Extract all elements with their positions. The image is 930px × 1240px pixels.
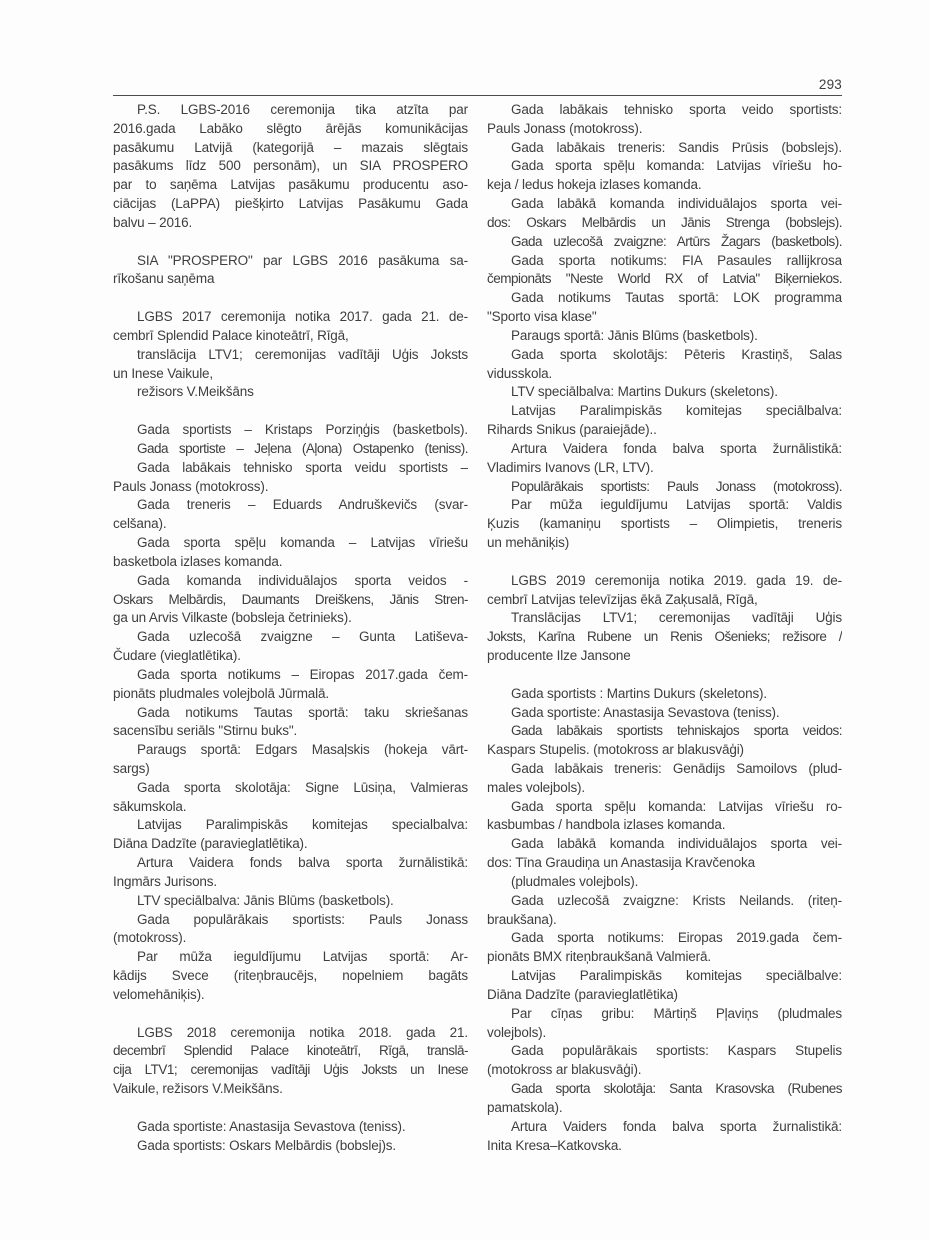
text-line: Pauls Jonass (motokross). [487, 120, 643, 136]
text-line: Gada labākais tehnisko sporta veidu sportists – [137, 459, 468, 475]
text-line: dos: Tīna Graudiņa un Anastasija Kravčenoka [487, 855, 755, 871]
text-line: (motokross). [113, 930, 187, 946]
text-line: "Sporto visa klase" [487, 309, 597, 325]
text-line: Vaikule, režisors V.Meikšāns. [113, 1081, 283, 1097]
text-line: Gada labākais treneris: Sandis Prūsis (bobslejs). [511, 139, 842, 155]
text-line: P.S. LGBS-2016 ceremonija tika atzīta par [137, 102, 468, 117]
text-line: Gada sporta spēļu komanda: Latvijas vīriešu ro- [511, 798, 842, 814]
text-line: Gada sporta spēļu komanda – Latvijas vīriešu [137, 535, 468, 551]
text-line: un mehāniķis) [487, 535, 570, 551]
text-line: Gada labākais treneris: Genādijs Samoilovs (plud- [511, 760, 842, 776]
text-line: Ķuzis (kamaniņu sportists – Olimpietis, treneris [487, 516, 842, 532]
blank-line [113, 402, 468, 421]
text-line: un Inese Vaikule, [113, 365, 214, 381]
text-line: Par cīņas gribu: Mārtiņš Pļaviņs (pludmales [511, 1005, 842, 1021]
text-line: pionāts pludmales volejbolā Jūrmalā. [113, 685, 329, 701]
text-line: Gada treneris – Eduards Andruškevičs (svar- [137, 497, 468, 513]
text-columns [113, 101, 842, 1155]
text-line: Gada labākais sportists tehniskajos sporta veidos: [511, 723, 842, 739]
text-line: Gada labākā komanda individuālajos sporta vei- [511, 196, 842, 212]
text-line: dos: Oskars Melbārdis un Jānis Strenga (bobslejs). [487, 214, 842, 230]
text-line: Gada sporta notikums: Eiropas 2019.gada čem- [511, 930, 842, 946]
text-line: Diāna Dadzīte (paravieglatlētika) [487, 986, 678, 1002]
text-line: velomehāniķis). [113, 986, 205, 1002]
text-line: Gada uzlecošā zvaigzne: Krists Neilands. (riteņ- [511, 892, 842, 908]
text-line: pasākumu Latvijā (kategorijā – mazais slēgtais [113, 139, 468, 155]
text-line: Čudare (vieglatlētika). [113, 648, 241, 664]
text-line: Pauls Jonass (motokross). [113, 478, 269, 494]
blank-line [113, 233, 468, 252]
text-line: Gada sporta notikums: FIA Pasaules rallijkrosa [511, 252, 842, 268]
blank-line [113, 1005, 468, 1024]
text-line: Gada sporta skolotājs: Pēteris Krastiņš, Salas [511, 346, 842, 362]
text-line: rīkošanu saņēma [113, 271, 215, 287]
text-line: producente Ilze Jansone [487, 648, 631, 664]
text-line: Diāna Dadzīte (paravieglatlētika). [113, 836, 308, 852]
text-line: Gada sporta notikums – Eiropas 2017.gada čem- [137, 666, 468, 682]
text-line: LTV speciālbalva: Jānis Blūms (basketbols). [137, 892, 394, 908]
text-line: LGBS 2019 ceremonija notika 2019. gada 19. de- [511, 572, 842, 588]
text-line: balvu – 2016. [113, 214, 193, 230]
text-line: Kaspars Stupelis. (motokross ar blakusvāģi) [487, 742, 744, 758]
text-line: režisors V.Meikšāns [137, 384, 254, 400]
text-line: Inita Kresa–Katkovska. [487, 1137, 622, 1153]
text-line: cembrī Latvijas televīzijas ēkā Zaķusalā, Rīgā, [487, 591, 758, 607]
text-line: Oskars Melbārdis, Daumants Dreiškens, Jānis Stren- [113, 591, 468, 607]
text-line: Latvijas Paralimpiskās komitejas speciālbalva: [511, 403, 842, 419]
blank-line [487, 553, 842, 572]
text-line: decembrī Splendid Palace kinoteātrī, Rīgā, translā- [113, 1043, 468, 1059]
text-line: Ingmārs Jurisons. [113, 873, 217, 889]
text-line: Rihards Snikus (paraiejāde).. [487, 422, 657, 438]
text-line: Gada populārākais sportists: Kaspars Stupelis [511, 1043, 842, 1059]
text-line: Gada sportiste: Anastasija Sevastova (teniss). [137, 1118, 406, 1134]
page-number: 293 [818, 77, 842, 92]
text-line: Par mūža ieguldījumu Latvijas sportā: Valdis [511, 497, 842, 513]
text-line: Latvijas Paralimpiskās komitejas specialbalva: [137, 817, 468, 833]
text-line: Paraugs sportā: Edgars Masaļskis (hokeja vārt- [137, 742, 468, 758]
text-line: Gada komanda individuālajos sporta veidos - [137, 572, 468, 588]
text-line: Vladimirs Ivanovs (LR, LTV). [487, 459, 654, 475]
text-line: Gada sportiste: Anastasija Sevastova (teniss). [511, 704, 780, 720]
blank-line [113, 289, 468, 308]
text-line: (pludmales volejbols). [511, 873, 639, 889]
text-line: Gada labākais tehnisko sporta veido sportists: [511, 102, 842, 117]
text-line: volejbols). [487, 1024, 547, 1040]
text-line: SIA "PROSPERO" par LGBS 2016 pasākuma sa- [137, 252, 468, 268]
text-line: ciācijas (LaPPA) piešķirto Latvijas Pasākumu Gada [113, 196, 468, 212]
text-line: Par mūža ieguldījumu Latvijas sportā: Ar- [137, 949, 468, 965]
text-line: Artura Vaiders fonda balva sporta žurnalistikā: [511, 1118, 842, 1134]
blank-line [113, 1099, 468, 1118]
text-line: Gada sportists: Oskars Melbārdis (bobslej)s. [137, 1137, 396, 1153]
text-line: keja / ledus hokeja izlases komanda. [487, 177, 702, 193]
text-line: Gada sportists – Kristaps Porziņģis (basketbols). [137, 422, 468, 438]
text-line: Gada populārākais sportists: Pauls Jonass [137, 911, 468, 927]
text-line: Gada sporta skolotāja: Santa Krasovska (Rubenes [511, 1081, 842, 1097]
text-line: ga un Arvis Vilkaste (bobsleja četrinieks). [113, 610, 352, 626]
text-line: translācija LTV1; ceremonijas vadītāji Uģis Joksts [137, 346, 468, 362]
text-line: Paraugs sportā: Jānis Blūms (basketbols). [511, 327, 758, 343]
text-line: Latvijas Paralimpiskās komitejas speciālbalve: [511, 968, 842, 984]
text-line: LGBS 2017 ceremonija notika 2017. gada 21. de- [137, 309, 468, 325]
text-line: Joksts, Karīna Rubene un Renis Ošenieks; režisore / [487, 629, 842, 645]
text-line: Gada uzlecošā zvaigzne – Gunta Latiševa- [137, 629, 468, 645]
text-line: Translācijas LTV1; ceremonijas vadītāji Uģis [511, 610, 842, 626]
blank-line [487, 666, 842, 685]
text-line: Gada uzlecošā zvaigzne: Artūrs Žagars (basketbols). [511, 233, 842, 249]
text-line: Populārākais sportists: Pauls Jonass (motokross). [511, 478, 842, 494]
text-line: Gada notikums Tautas sportā: taku skriešanas [137, 704, 468, 720]
text-line: Gada labākā komanda individuālajos sporta vei- [511, 836, 842, 852]
text-line: cija LTV1; ceremonijas vadītāji Uģis Joksts un Inese [113, 1062, 468, 1078]
text-line: Gada sportiste – Jeļena (Aļona) Ostapenko (teniss). [137, 440, 468, 456]
text-line: LGBS 2018 ceremonija notika 2018. gada 21. [137, 1024, 468, 1040]
text-line: Gada notikums Tautas sportā: LOK programma [511, 290, 842, 306]
text-line: celšana). [113, 516, 167, 532]
text-line: sacensību seriāls "Stirnu buks". [113, 723, 298, 739]
text-line: cembrī Splendid Palace kinoteātrī, Rīgā, [113, 327, 349, 343]
text-line: braukšana). [487, 911, 557, 927]
text-line: Artura Vaidera fonds balva sporta žurnālistikā: [137, 855, 468, 871]
text-line: Artura Vaidera fonda balva sporta žurnālistikā: [511, 440, 842, 456]
right-column [487, 101, 842, 1155]
text-line: sargs) [113, 760, 150, 776]
text-line: sākumskola. [113, 798, 187, 814]
text-line: pionāts BMX riteņbraukšanā Valmierā. [487, 949, 711, 965]
text-line: Gada sporta spēļu komanda: Latvijas vīriešu ho- [511, 158, 842, 174]
text-line: pamatskola). [487, 1099, 563, 1115]
text-line: basketbola izlases komanda. [113, 553, 283, 569]
text-line: vidusskola. [487, 365, 553, 381]
text-line: (motokross ar blakusvāģi). [487, 1062, 642, 1078]
text-line: Gada sportists : Martins Dukurs (skeletons). [511, 685, 767, 701]
text-line: pasākums līdz 500 personām), un SIA PROSPERO [113, 158, 468, 174]
text-line: males volejbols). [487, 779, 585, 795]
page-header [113, 76, 842, 96]
text-line: čempionāts "Neste World RX of Latvia" Biķerniekos. [487, 271, 842, 287]
text-line: kasbumbas / handbola izlases komanda. [487, 817, 726, 833]
text-line: 2016.gada Labāko slēgto ārējās komunikācijas [113, 120, 468, 136]
left-column [113, 101, 468, 1155]
text-line: Gada sporta skolotāja: Signe Lūsiņa, Valmieras [137, 779, 468, 795]
text-line: kādijs Svece (riteņbraucējs, nopelniem bagāts [113, 968, 468, 984]
text-line: par to saņēma Latvijas pasākumu producentu aso- [113, 177, 468, 193]
text-line: LTV speciālbalva: Martins Dukurs (skeletons). [511, 384, 778, 400]
